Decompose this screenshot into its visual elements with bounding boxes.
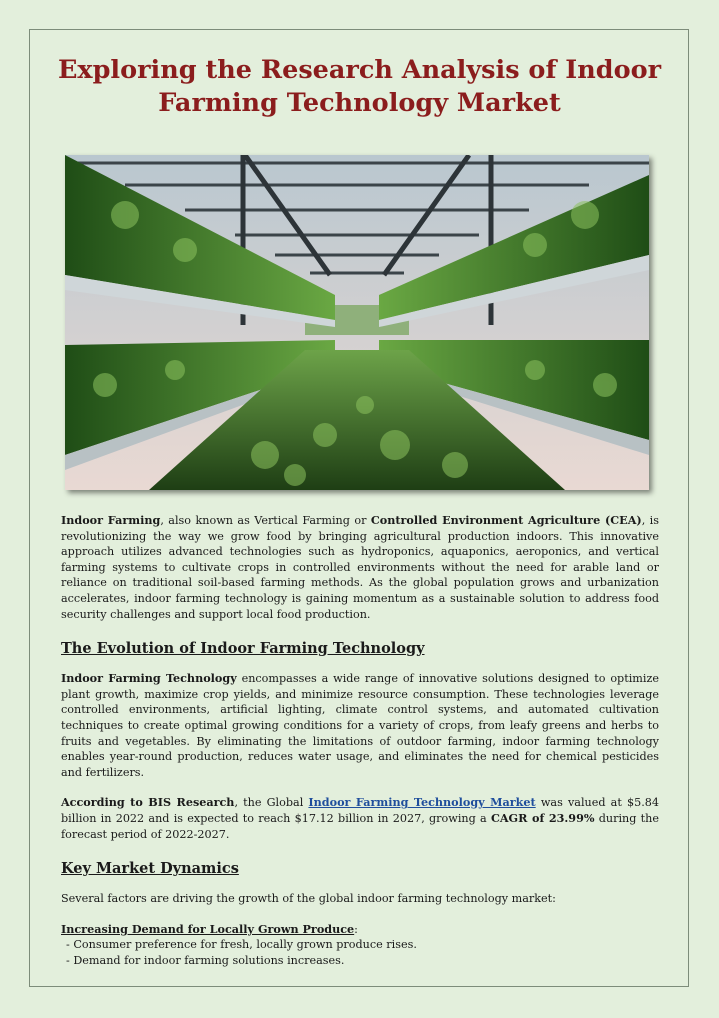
list-item: - Demand for indoor farming solutions increases. — [66, 953, 345, 967]
dynamics-intro: Several factors are driving the growth of the global indoor farming technology market: — [61, 892, 556, 906]
term-indoor-farming: Indoor Farming — [61, 513, 161, 527]
intro-paragraph — [61, 513, 659, 622]
term-cea: Controlled Environment Agriculture (CEA) — [370, 513, 642, 527]
section-heading-dynamics: Key Market Dynamics — [61, 860, 239, 878]
intro-text-1: , also known as Vertical Farming or — [160, 514, 371, 527]
bullet-list — [61, 937, 659, 968]
sub-heading-colon: : — [354, 922, 358, 936]
evolution-paragraph — [61, 671, 659, 780]
term-indoor-farming-technology: Indoor Farming Technology — [61, 671, 237, 686]
section-heading-evolution: The Evolution of Indoor Farming Technology — [61, 640, 425, 658]
market-paragraph — [61, 795, 659, 842]
sub-heading-line — [61, 922, 659, 938]
article-body — [61, 513, 659, 968]
bis-research-lead: According to BIS Research — [61, 795, 235, 810]
market-text-a: , the Global — [234, 796, 309, 810]
sub-heading-local-produce: Increasing Demand for Locally Grown Produce — [61, 921, 355, 936]
market-report-link[interactable]: Indoor Farming Technology Market — [308, 795, 536, 810]
page-title: Exploring the Research Analysis of Indoor Farming Technology Market — [57, 55, 662, 118]
market-text-c: during the forecast period of 2022-2027. — [61, 811, 659, 841]
evolution-text: encompasses a wide range of innovative solutions designed to optimize plant growth, maximize crop yields, and minimize resource consumption. These technologies leverage controlled environments, artificial lighting, climate control systems, and automated cultivation techniques to create optimal growing conditions for a variety of crops, from leafy greens and herbs to fruits and vegetables. By eliminating the limitations of outdoor farming, indoor farming technology enables year-round production, reduces water usage, and eliminates the need for chemical pesticides and fertilizers. — [61, 672, 659, 779]
cagr-value: CAGR of 23.99% — [490, 810, 595, 825]
greenhouse-image — [65, 155, 649, 490]
list-item: - Consumer preference for fresh, locally grown produce rises. — [66, 938, 417, 952]
intro-text-2: , is revolutionizing the way we grow food by bringing agricultural production indoors. This innovative approach utilizes advanced technologies such as hydroponics, aquaponics, aeroponics, and vertical farming systems to cultivate crops in controlled environments without the need for arable land or reliance on traditional soil-based farming methods. As the global population grows and urbanization accelerates, indoor farming technology is gaining momentum as a sustainable solution to address food security challenges and support local food production. — [61, 514, 660, 621]
market-text-b: was valued at $5.84 billion in 2022 and is expected to reach $17.12 billion in 2027, growing a — [61, 796, 659, 825]
